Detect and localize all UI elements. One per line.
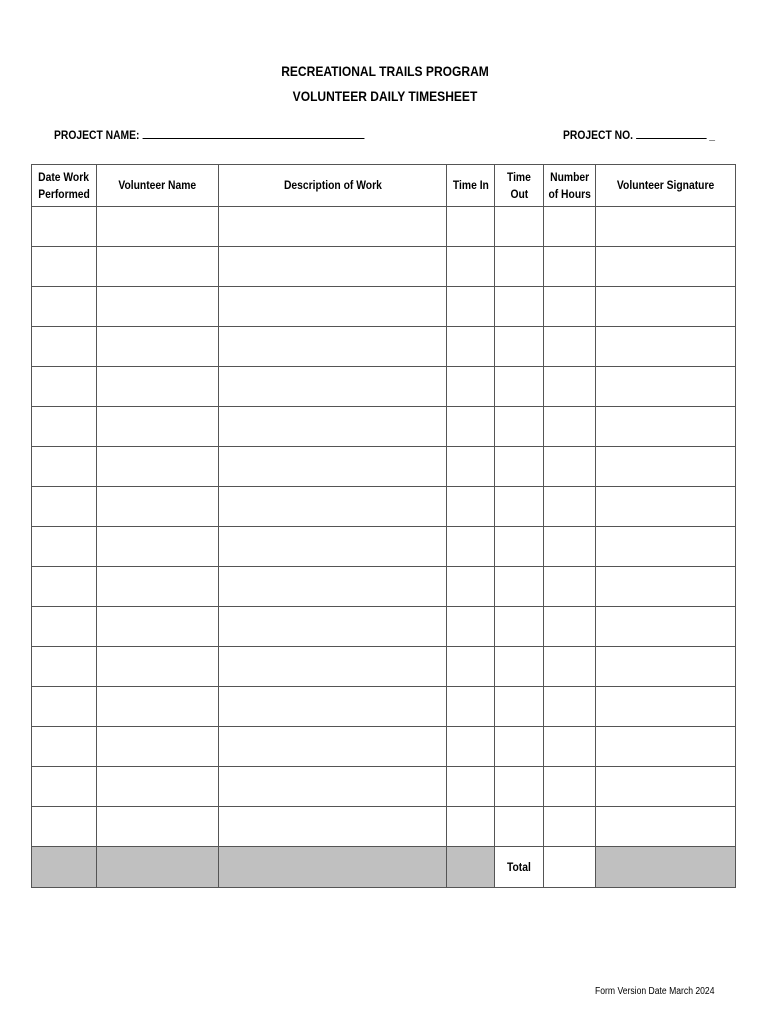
date-cell[interactable] <box>32 687 97 727</box>
table-row <box>32 647 736 687</box>
time-in-cell[interactable] <box>447 607 495 647</box>
date-cell[interactable] <box>32 367 97 407</box>
signature-cell[interactable] <box>596 607 736 647</box>
date-cell[interactable] <box>32 407 97 447</box>
volunteer-name-cell[interactable] <box>97 207 219 247</box>
date-cell[interactable] <box>32 287 97 327</box>
hours-cell[interactable] <box>544 567 596 607</box>
time-out-cell[interactable] <box>495 767 544 807</box>
project-name-blank <box>142 128 364 139</box>
project-number-label: PROJECT NO. <box>563 128 633 142</box>
volunteer-name-cell[interactable] <box>97 367 219 407</box>
time-out-cell[interactable] <box>495 447 544 487</box>
hours-cell[interactable] <box>544 287 596 327</box>
form-title-line-2: VOLUNTEER DAILY TIMESHEET <box>292 88 478 104</box>
col-volunteer-name <box>97 165 219 207</box>
time-in-cell[interactable] <box>447 567 495 607</box>
description-cell[interactable] <box>219 727 447 767</box>
total-cell-name <box>97 847 219 888</box>
description-cell[interactable] <box>219 287 447 327</box>
signature-cell[interactable] <box>596 407 736 447</box>
hours-cell[interactable] <box>544 727 596 767</box>
date-cell[interactable] <box>32 487 97 527</box>
signature-cell[interactable] <box>596 647 736 687</box>
project-name-label: PROJECT NAME: <box>54 128 140 142</box>
table-row <box>32 807 736 847</box>
volunteer-name-cell[interactable] <box>97 567 219 607</box>
col-volunteer-name-label: Volunteer Name <box>118 178 197 192</box>
volunteer-name-cell[interactable] <box>97 327 219 367</box>
time-in-cell[interactable] <box>447 687 495 727</box>
table-row <box>32 447 736 487</box>
col-time-out-line1: Time <box>507 169 531 184</box>
table-row <box>32 247 736 287</box>
signature-cell[interactable] <box>596 687 736 727</box>
date-cell[interactable] <box>32 447 97 487</box>
date-cell[interactable] <box>32 567 97 607</box>
project-name-field <box>54 128 364 142</box>
signature-cell[interactable] <box>596 807 736 847</box>
time-in-cell[interactable] <box>447 367 495 407</box>
header-row <box>32 165 736 207</box>
hours-cell[interactable] <box>544 327 596 367</box>
volunteer-name-cell[interactable] <box>97 767 219 807</box>
time-out-cell[interactable] <box>495 207 544 247</box>
col-hours-line1: Number <box>550 169 589 184</box>
table-row <box>32 607 736 647</box>
date-cell[interactable] <box>32 727 97 767</box>
hours-cell[interactable] <box>544 527 596 567</box>
date-cell[interactable] <box>32 327 97 367</box>
col-date-line2: Performed <box>38 186 90 201</box>
description-cell[interactable] <box>219 487 447 527</box>
total-label <box>495 847 544 888</box>
volunteer-name-cell[interactable] <box>97 727 219 767</box>
date-cell[interactable] <box>32 807 97 847</box>
description-cell[interactable] <box>219 647 447 687</box>
time-in-cell[interactable] <box>447 207 495 247</box>
description-cell[interactable] <box>219 367 447 407</box>
volunteer-name-cell[interactable] <box>97 647 219 687</box>
col-time-in-label: Time In <box>452 178 489 192</box>
time-in-cell[interactable] <box>447 527 495 567</box>
time-out-cell[interactable] <box>495 807 544 847</box>
description-cell[interactable] <box>219 687 447 727</box>
signature-cell[interactable] <box>596 567 736 607</box>
time-out-cell[interactable] <box>495 527 544 567</box>
volunteer-name-cell[interactable] <box>97 247 219 287</box>
total-cell-date <box>32 847 97 888</box>
volunteer-name-cell[interactable] <box>97 607 219 647</box>
total-cell-signature <box>596 847 736 888</box>
description-cell[interactable] <box>219 807 447 847</box>
date-cell[interactable] <box>32 527 97 567</box>
description-cell[interactable] <box>219 447 447 487</box>
form-version-footer: Form Version Date March 2024 <box>595 986 715 997</box>
table-row <box>32 327 736 367</box>
description-cell[interactable] <box>219 327 447 367</box>
time-out-cell[interactable] <box>495 687 544 727</box>
form-title-line-1: RECREATIONAL TRAILS PROGRAM <box>281 63 489 79</box>
description-cell[interactable] <box>219 247 447 287</box>
signature-cell[interactable] <box>596 487 736 527</box>
hours-cell[interactable] <box>544 367 596 407</box>
total-cell-time-in <box>447 847 495 888</box>
col-time-in <box>447 165 495 207</box>
project-number-field <box>563 128 715 142</box>
time-out-cell[interactable] <box>495 327 544 367</box>
col-number-of-hours <box>544 165 596 207</box>
signature-cell[interactable] <box>596 447 736 487</box>
signature-cell[interactable] <box>596 527 736 567</box>
time-out-cell[interactable] <box>495 487 544 527</box>
col-time-out-line2: Out <box>510 186 528 201</box>
time-in-cell[interactable] <box>447 647 495 687</box>
time-in-cell[interactable] <box>447 487 495 527</box>
description-cell[interactable] <box>219 407 447 447</box>
time-in-cell[interactable] <box>447 767 495 807</box>
signature-cell[interactable] <box>596 287 736 327</box>
description-cell[interactable] <box>219 567 447 607</box>
volunteer-name-cell[interactable] <box>97 287 219 327</box>
signature-cell[interactable] <box>596 367 736 407</box>
time-out-cell[interactable] <box>495 247 544 287</box>
table-row <box>32 207 736 247</box>
project-number-blank <box>636 128 707 139</box>
hours-cell[interactable] <box>544 247 596 287</box>
time-out-cell[interactable] <box>495 647 544 687</box>
signature-cell[interactable] <box>596 327 736 367</box>
col-date-line1: Date Work <box>38 169 90 184</box>
signature-cell[interactable] <box>596 767 736 807</box>
time-in-cell[interactable] <box>447 327 495 367</box>
col-hours-line2: of Hours <box>548 186 591 201</box>
description-cell[interactable] <box>219 607 447 647</box>
signature-cell[interactable] <box>596 207 736 247</box>
col-description-of-work <box>219 165 447 207</box>
total-cell-description <box>219 847 447 888</box>
time-out-cell[interactable] <box>495 567 544 607</box>
hours-cell[interactable] <box>544 767 596 807</box>
time-in-cell[interactable] <box>447 287 495 327</box>
hours-cell[interactable] <box>544 407 596 447</box>
time-in-cell[interactable] <box>447 727 495 767</box>
table-row <box>32 287 736 327</box>
total-hours-input[interactable] <box>544 847 596 888</box>
hours-cell[interactable] <box>544 647 596 687</box>
total-label-text: Total <box>507 860 531 874</box>
table-row <box>32 527 736 567</box>
time-out-cell[interactable] <box>495 727 544 767</box>
date-cell[interactable] <box>32 247 97 287</box>
project-number-trailing: _ <box>709 128 715 142</box>
signature-cell[interactable] <box>596 727 736 767</box>
time-in-cell[interactable] <box>447 407 495 447</box>
volunteer-name-cell[interactable] <box>97 447 219 487</box>
col-volunteer-signature <box>596 165 736 207</box>
col-signature-label: Volunteer Signature <box>616 178 715 192</box>
date-cell[interactable] <box>32 647 97 687</box>
timesheet-table <box>31 164 736 888</box>
date-cell[interactable] <box>32 767 97 807</box>
description-cell[interactable] <box>219 767 447 807</box>
time-out-cell[interactable] <box>495 607 544 647</box>
volunteer-name-cell[interactable] <box>97 687 219 727</box>
time-out-cell[interactable] <box>495 367 544 407</box>
total-row <box>32 847 736 888</box>
date-cell[interactable] <box>32 607 97 647</box>
volunteer-name-cell[interactable] <box>97 407 219 447</box>
table-row <box>32 687 736 727</box>
table-row <box>32 767 736 807</box>
hours-cell[interactable] <box>544 487 596 527</box>
table-row <box>32 367 736 407</box>
table-row <box>32 727 736 767</box>
description-cell[interactable] <box>219 207 447 247</box>
col-date-work-performed <box>32 165 97 207</box>
date-cell[interactable] <box>32 207 97 247</box>
volunteer-name-cell[interactable] <box>97 807 219 847</box>
hours-cell[interactable] <box>544 447 596 487</box>
time-in-cell[interactable] <box>447 807 495 847</box>
col-description-label: Description of Work <box>283 178 382 192</box>
hours-cell[interactable] <box>544 207 596 247</box>
col-time-out <box>495 165 544 207</box>
volunteer-name-cell[interactable] <box>97 527 219 567</box>
signature-cell[interactable] <box>596 247 736 287</box>
description-cell[interactable] <box>219 527 447 567</box>
table-row <box>32 567 736 607</box>
volunteer-name-cell[interactable] <box>97 487 219 527</box>
table-row <box>32 407 736 447</box>
time-in-cell[interactable] <box>447 447 495 487</box>
time-in-cell[interactable] <box>447 247 495 287</box>
time-out-cell[interactable] <box>495 407 544 447</box>
time-out-cell[interactable] <box>495 287 544 327</box>
hours-cell[interactable] <box>544 687 596 727</box>
hours-cell[interactable] <box>544 607 596 647</box>
table-row <box>32 487 736 527</box>
hours-cell[interactable] <box>544 807 596 847</box>
